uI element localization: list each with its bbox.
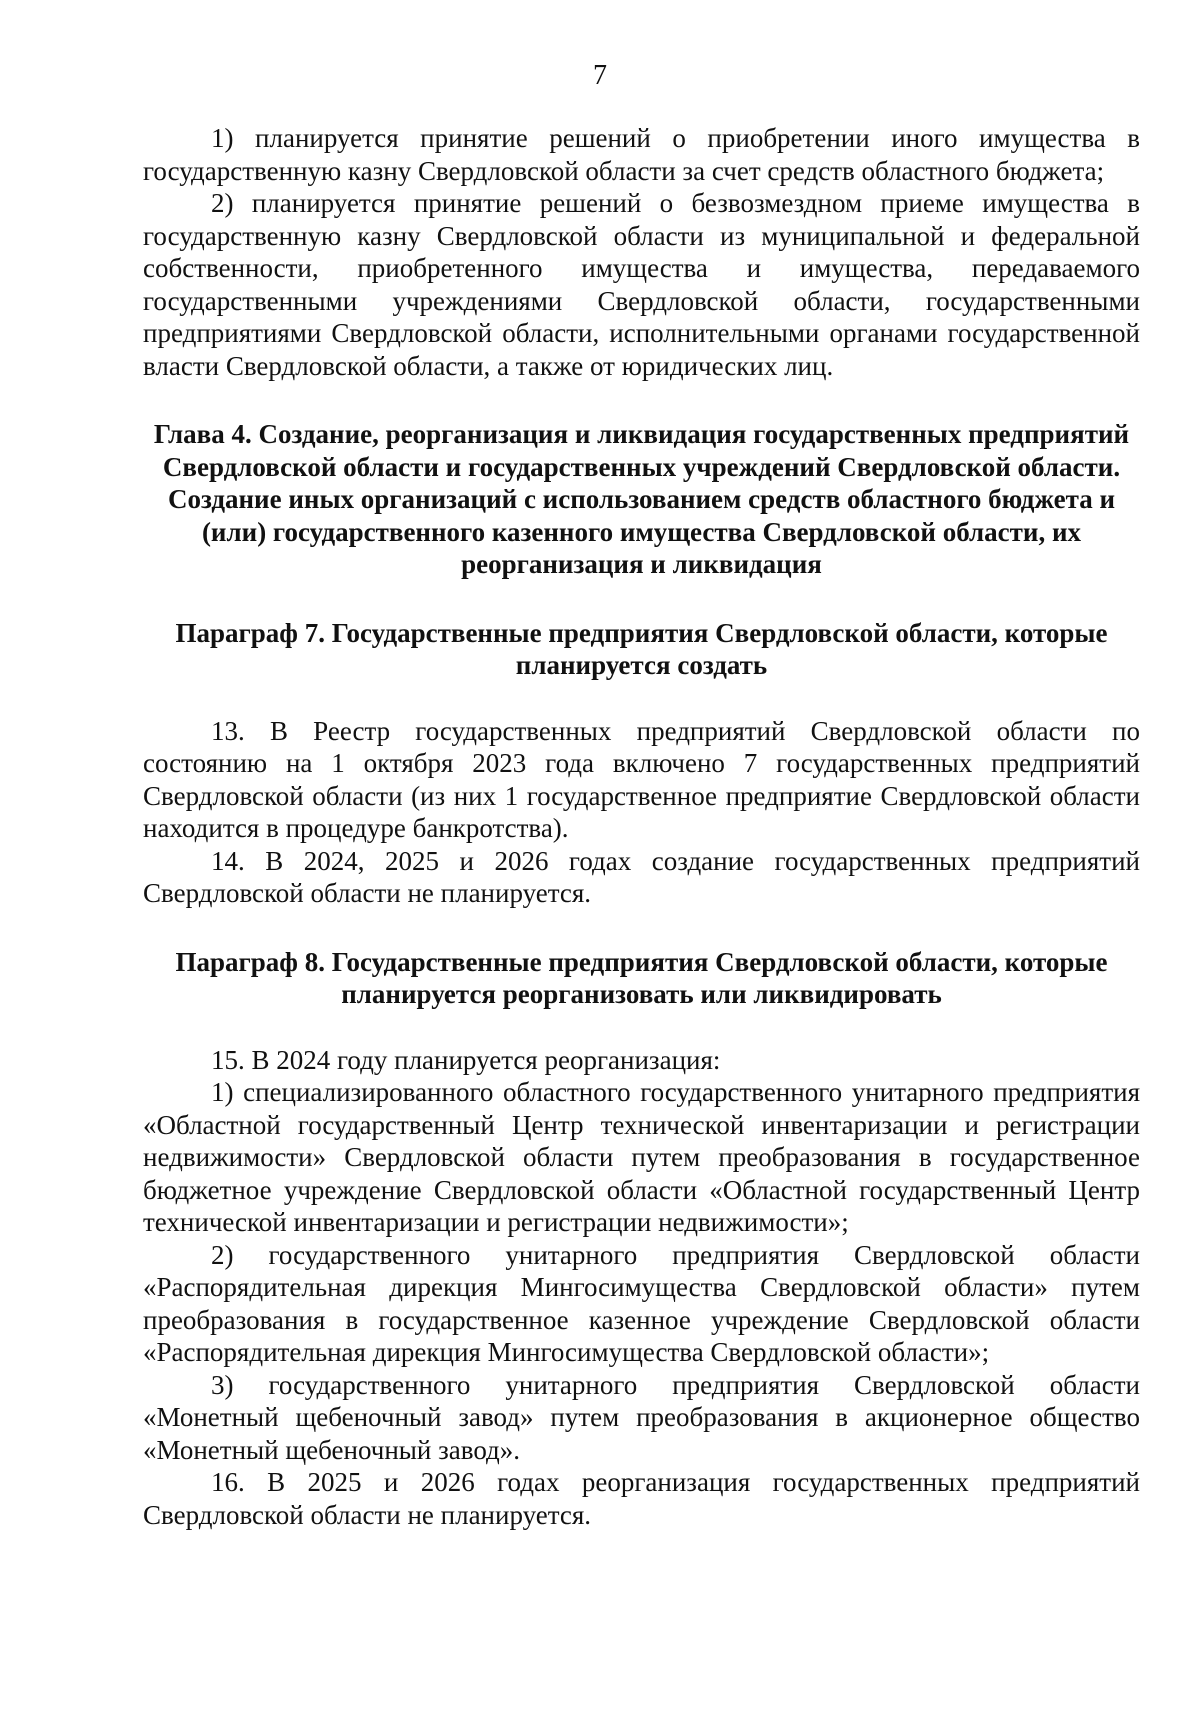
clause-15-subitem-3: 3) государственного унитарного предприятия Свердловской области «Монетный щебеночный завод» путем преобразования в акционерное общество «Монетный щебеночный завод».	[143, 1369, 1140, 1465]
list-item-2: 2) планируется принятие решений о безвозмездном приеме имущества в государственную казну Свердловской области из муниципальной и федеральной собственности, приобретенного имущества и имущества, передаваемого государственными учреждениями Свердловской области, государственными предприятиями Свердловской области, исполнительными органами государственной власти Свердловской области, а также от юридических лиц.	[143, 188, 1140, 381]
list-item-1: 1) планируется принятие решений о приобретении иного имущества в государственную казну Свердловской области за счет средств областного бюджета;	[143, 123, 1140, 186]
page-number: 7	[593, 60, 607, 91]
document-body	[143, 122, 1140, 1531]
section-heading-paragraph-8: Параграф 8. Государственные предприятия Свердловской области, которые планируется реорганизовать или ликвидировать	[175, 946, 1108, 1009]
clause-14: 14. В 2024, 2025 и 2026 годах создание государственных предприятий Свердловской области не планируется.	[143, 845, 1140, 908]
chapter-heading: Глава 4. Создание, реорганизация и ликвидация государственных предприятий Свердловской области и государственных учреждений Свердловской области. Создание иных организаций с использованием средств областного бюджета и (или) государственного казенного имущества Свердловской области, их реорганизация и ликвидация	[153, 419, 1130, 579]
clause-15: 15. В 2024 году планируется реорганизация:	[211, 1044, 721, 1075]
clause-15-subitem-2: 2) государственного унитарного предприятия Свердловской области «Распорядительная дирекция Мингосимущества Свердловской области» путем преобразования в государственное казенное учреждение Свердловской области «Распорядительная дирекция Мингосимущества Свердловской области»;	[143, 1239, 1140, 1367]
section-heading-paragraph-7: Параграф 7. Государственные предприятия Свердловской области, которые планируется создать	[175, 617, 1108, 680]
clause-13: 13. В Реестр государственных предприятий Свердловской области по состоянию на 1 октября 2023 года включено 7 государственных предприятий Свердловской области (из них 1 государственное предприятие Свердловской области находится в процедуре банкротства).	[143, 715, 1140, 843]
clause-15-subitem-1: 1) специализированного областного государственного унитарного предприятия «Областной государственный Центр технической инвентаризации и регистрации недвижимости» Свердловской области путем преобразования в государственное бюджетное учреждение Свердловской области «Областной государственный Центр технической инвентаризации и регистрации недвижимости»;	[143, 1077, 1140, 1237]
clause-16: 16. В 2025 и 2026 годах реорганизация государственных предприятий Свердловской области не планируется.	[143, 1467, 1140, 1530]
